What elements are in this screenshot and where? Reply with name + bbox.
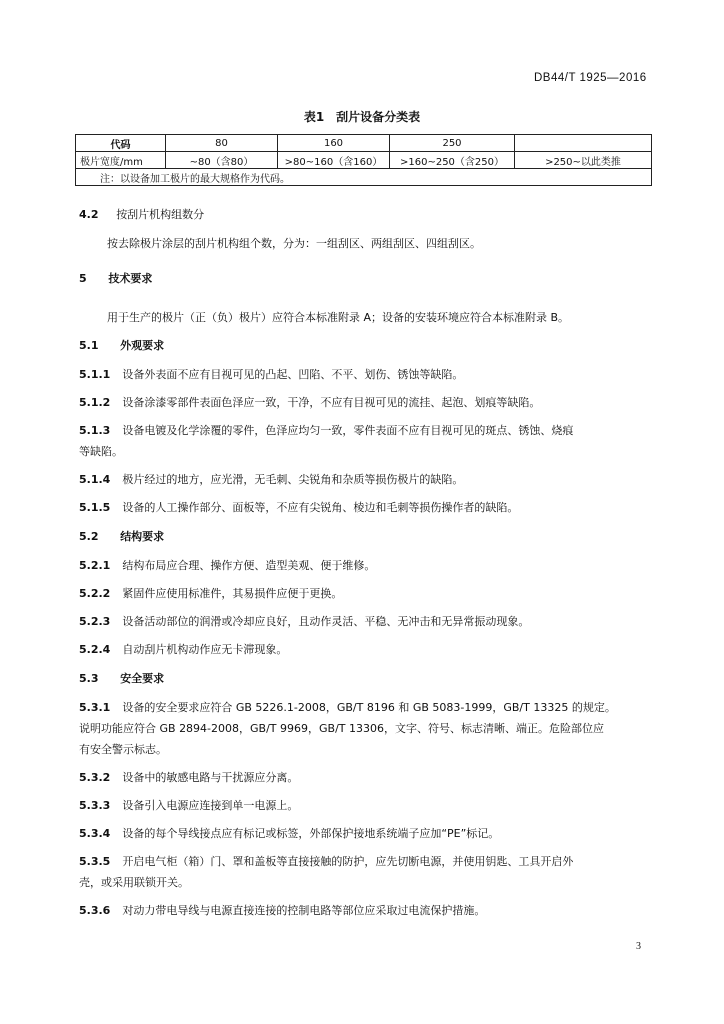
clause-5-3-6 xyxy=(79,900,485,921)
clause-5-3-1-cont: 说明功能应符合 GB 2894-2008，GB/T 9969，GB/T 13306，文字、符号、标志清晰、端正。危险部位应 xyxy=(79,722,604,735)
table-header-cell: 80 xyxy=(166,135,278,152)
clause-5-3-2 xyxy=(79,767,298,788)
classification-table xyxy=(75,134,652,186)
clause-text: 紧固件应使用标准件，其易损件应便于更换。 xyxy=(122,587,343,600)
section-4-2-heading xyxy=(79,206,204,222)
clause-5-2-3 xyxy=(79,611,529,632)
clause-text: 设备引入电源应连接到单一电源上。 xyxy=(122,799,299,812)
clause-number: 5.2.3 xyxy=(79,615,111,628)
section-title: 安全要求 xyxy=(120,672,165,685)
clause-5-3-5 xyxy=(79,851,573,872)
clause-5-3-5-cont: 壳，或采用联锁开关。 xyxy=(79,876,189,889)
document-code: DB44/T 1925—2016 xyxy=(534,72,647,84)
clause-text: 设备外表面不应有目视可见的凸起、凹陷、不平、划伤、锈蚀等缺陷。 xyxy=(122,368,464,381)
section-4-2-text: 按去除极片涂层的刮片机构组个数，分为：一组刮区、两组刮区、四组刮区。 xyxy=(107,237,481,250)
table-note: 注：以设备加工极片的最大规格作为代码。 xyxy=(76,169,652,186)
clause-5-1-1 xyxy=(79,364,463,385)
clause-text: 开启电气柜（箱）门、罩和盖板等直接接触的防护，应先切断电源，并使用钥匙、工具开启外 xyxy=(122,855,574,868)
section-title: 结构要求 xyxy=(120,530,165,543)
clause-5-1-2 xyxy=(79,392,540,413)
clause-number: 5.2.1 xyxy=(79,559,111,572)
table-header-row xyxy=(76,135,652,152)
clause-5-1-4 xyxy=(79,469,463,490)
clause-number: 5.3.5 xyxy=(79,855,111,868)
section-number: 4.2 xyxy=(79,208,99,221)
clause-5-1-3-cont: 等缺陷。 xyxy=(79,445,123,458)
clause-5-3-3 xyxy=(79,795,298,816)
section-number: 5.1 xyxy=(79,339,99,352)
section-5-text: 用于生产的极片（正（负）极片）应符合本标准附录 A；设备的安装环境应符合本标准附录 B。 xyxy=(107,311,570,324)
table-note-row xyxy=(76,169,652,186)
table-row xyxy=(76,152,652,169)
clause-number: 5.1.5 xyxy=(79,501,111,514)
clause-number: 5.1.4 xyxy=(79,473,111,486)
clause-text: 设备的人工操作部分、面板等，不应有尖锐角、棱边和毛刺等损伤操作者的缺陷。 xyxy=(122,501,519,514)
clause-text: 设备中的敏感电路与干扰源应分离。 xyxy=(122,771,299,784)
section-5-3-heading xyxy=(79,670,164,686)
clause-5-1-3 xyxy=(79,420,573,441)
clause-number: 5.1.2 xyxy=(79,396,111,409)
clause-text: 对动力带电导线与电源直接连接的控制电路等部位应采取过电流保护措施。 xyxy=(122,904,486,917)
section-number: 5.2 xyxy=(79,530,99,543)
clause-number: 5.1.3 xyxy=(79,424,111,437)
table-title: 表1 刮片设备分类表 xyxy=(303,110,421,124)
section-5-2-heading xyxy=(79,528,164,544)
clause-text: 设备的安全要求应符合 GB 5226.1-2008，GB/T 8196 和 GB 5083-1999，GB/T 13325 的规定。 xyxy=(122,701,616,714)
clause-text: 自动刮片机构动作应无卡滞现象。 xyxy=(122,643,288,656)
clause-5-2-4 xyxy=(79,639,287,660)
section-title: 技术要求 xyxy=(108,272,153,285)
clause-5-3-4 xyxy=(79,823,499,844)
table-header-cell: 160 xyxy=(278,135,390,152)
section-title: 外观要求 xyxy=(120,339,165,352)
page-number: 3 xyxy=(636,941,641,952)
clause-text: 结构布局应合理、操作方便、造型美观、便于维修。 xyxy=(122,559,376,572)
clause-5-3-1-cont2: 有安全警示标志。 xyxy=(79,743,167,756)
clause-text: 设备活动部位的润滑或冷却应良好，且动作灵活、平稳、无冲击和无异常振动现象。 xyxy=(122,615,530,628)
clause-number: 5.3.3 xyxy=(79,799,111,812)
table-header-cell: 250 xyxy=(390,135,515,152)
clause-text: 设备的每个导线接点应有标记或标签，外部保护接地系统端子应加“PE”标记。 xyxy=(122,827,500,840)
clause-text: 设备电镀及化学涂覆的零件，色泽应均匀一致，零件表面不应有目视可见的斑点、锈蚀、烧痕 xyxy=(122,424,574,437)
table-cell: >250~以此类推 xyxy=(515,152,652,169)
clause-5-1-5 xyxy=(79,497,518,518)
clause-5-2-2 xyxy=(79,583,342,604)
section-number: 5 xyxy=(79,272,87,285)
clause-5-3-1 xyxy=(79,697,616,718)
table-cell: >160~250（含250） xyxy=(390,152,515,169)
clause-number: 5.1.1 xyxy=(79,368,111,381)
table-cell: 极片宽度/mm xyxy=(76,152,166,169)
clause-number: 5.3.2 xyxy=(79,771,111,784)
clause-number: 5.2.2 xyxy=(79,587,111,600)
clause-text: 设备涂漆零部件表面色泽应一致，干净，不应有目视可见的流挂、起泡、划痕等缺陷。 xyxy=(122,396,541,409)
section-title: 按刮片机构组数分 xyxy=(116,208,205,221)
clause-number: 5.3.6 xyxy=(79,904,111,917)
clause-number: 5.3.1 xyxy=(79,701,111,714)
section-5-heading xyxy=(79,270,152,286)
table-cell: ~80（含80） xyxy=(166,152,278,169)
clause-text: 极片经过的地方，应光滑，无毛刺、尖锐角和杂质等损伤极片的缺陷。 xyxy=(122,473,464,486)
clause-5-2-1 xyxy=(79,555,375,576)
table-cell: >80~160（含160） xyxy=(278,152,390,169)
clause-number: 5.2.4 xyxy=(79,643,111,656)
clause-number: 5.3.4 xyxy=(79,827,111,840)
table-header-cell xyxy=(515,135,652,152)
table-header-cell: 代码 xyxy=(76,135,166,152)
section-number: 5.3 xyxy=(79,672,99,685)
section-5-1-heading xyxy=(79,337,164,353)
